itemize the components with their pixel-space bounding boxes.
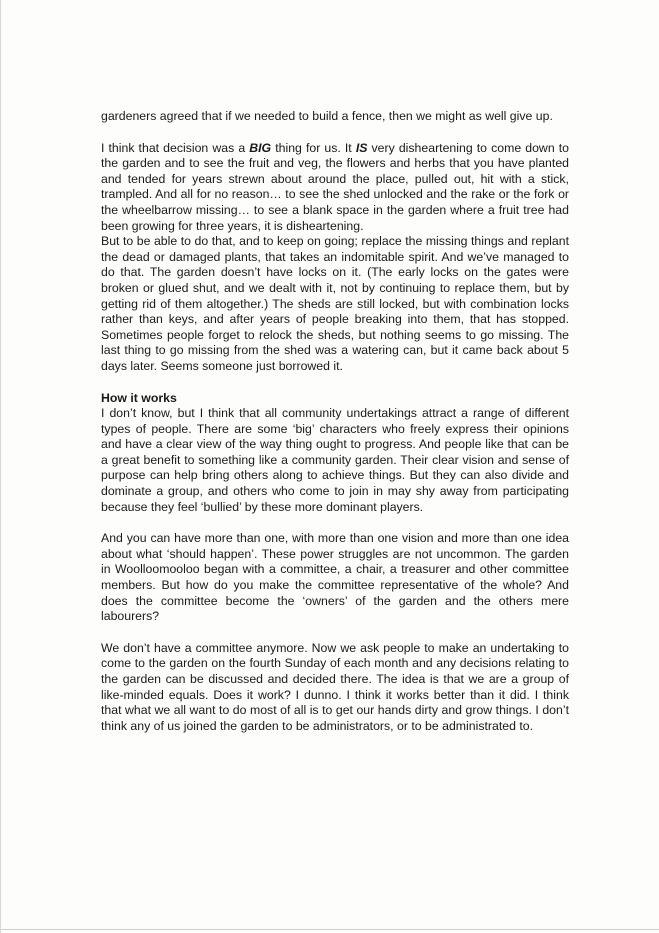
paragraph-decision [101, 141, 569, 235]
emphasis-big: BIG [249, 140, 272, 155]
emphasis-is: IS [355, 140, 368, 155]
paragraph-gap [101, 515, 569, 531]
document-body [101, 109, 569, 734]
page-bottom-edge [1, 929, 659, 930]
paragraph-decision-text-3: very disheartening to come down to the garden and to see the fruit and veg, the flowers and herbs that you have planted and tended for years strewn about around the place, pulled out, hit with a stick, trampled. And all for no reason… to see the shed unlocked and the rake or the fork or the wheelbarrow missing… to see a blank space in the garden where a fruit tree had been growing for three years, it is disheartening. [101, 140, 569, 233]
paragraph-decision-text-2: thing for us. It [271, 140, 356, 155]
paragraph-indomitable-spirit: But to be able to do that, and to keep on going; replace the missing things and replant the dead or damaged plants, that takes an indomitable spirit. And we’ve managed to do that. The garden doesn’t have locks on it. (The early locks on the gates were broken or glued shut, and we dealt with it, not by continuing to replace them, but by getting rid of them altogether.) The sheds are still locked, but with combination locks rather than keys, and after years of people breaking into them, that has stopped. Sometimes people forget to relock the sheds, but nothing seems to go missing. The last thing to go missing from the shed was a watering can, but it came back about 5 days later. Seems someone just borrowed it. [101, 234, 569, 373]
paragraph-gap [101, 625, 569, 641]
paragraph-fence: gardeners agreed that if we needed to build a fence, then we might as well give up. [101, 109, 553, 123]
paragraph-power-struggles: And you can have more than one, with more than one vision and more than one idea about what ‘should happen’. These power struggles are not uncommon. The garden in Woolloomooloo began with a committee, a chair, a treasurer and other committee members. But how do you make the committee representative of the whole? And does the committee become the ‘owners’ of the garden and the others mere labourers? [101, 531, 569, 624]
section-heading: How it works [101, 390, 177, 405]
paragraph-community-types: I don’t know, but I think that all community undertakings attract a range of different types of people. There are some ‘big’ characters who freely express their opinions and have a clear view of the way thing ought to progress. And people like that can be a great benefit to something like a community garden. Their clear vision and sense of purpose can help bring others along to achieve things. But they can also divide and dominate a group, and others who come to join in may shy away from participating because they feel ‘bullied’ by these more dominant players. [101, 406, 569, 514]
paragraph-gap [101, 125, 569, 141]
paragraph-decision-text-1: I think that decision was a [101, 140, 250, 155]
paragraph-gap [101, 375, 569, 391]
paragraph-no-committee: We don’t have a committee anymore. Now we ask people to make an undertaking to come to the garden on the fourth Sunday of each month and any decisions relating to the garden can be discussed and decided there. The idea is that we are a group of like-minded equals. Does it work? I dunno. I think it works better than it did. I think that what we all want to do most of all is to get our hands dirty and grow things. I don’t think any of us joined the garden to be administrators, or to be administrated to. [101, 640, 569, 733]
